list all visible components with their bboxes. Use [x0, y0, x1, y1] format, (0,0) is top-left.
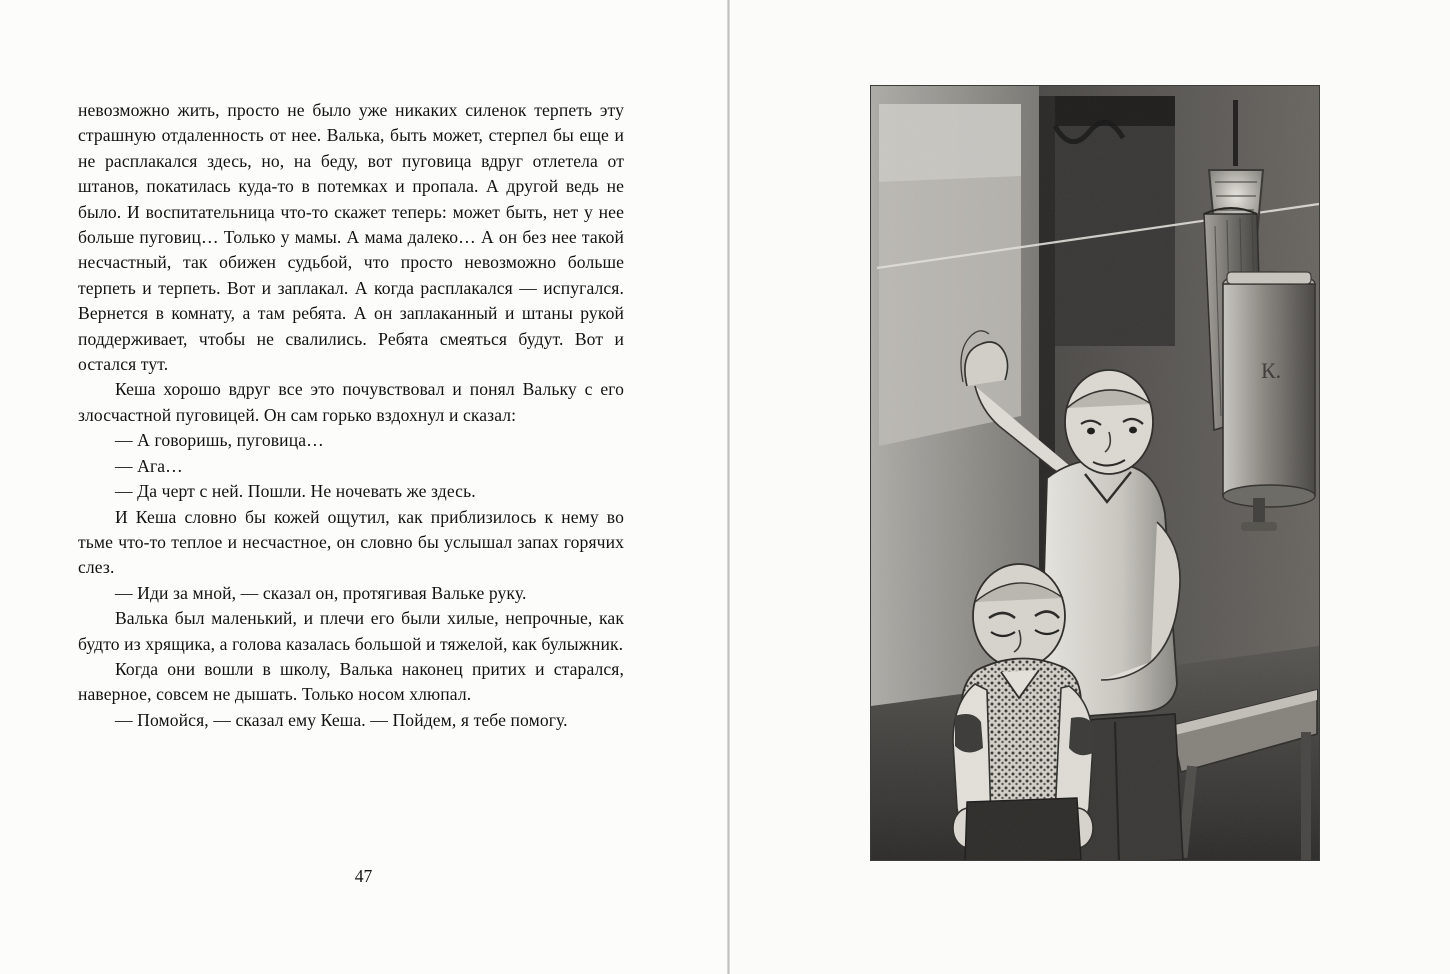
dialogue-line: — Да черт с ней. Пошли. Не ночевать же здесь.: [114, 481, 476, 502]
dialogue-line: — Ага…: [114, 455, 183, 476]
body-text: [78, 98, 624, 733]
svg-text:К.: К.: [1261, 358, 1282, 383]
paragraph: Кеша хорошо вдруг все это почувствовал и понял Вальку с его злосчастной пуговицей. Он сам горько вздохнул и сказал:: [78, 379, 624, 425]
dialogue-line: — Помойся, — сказал ему Кеша. — Пойдем, я тебе помогу.: [114, 709, 568, 730]
paragraph: И Кеша словно бы кожей ощутил, как приблизилось к нему во тьме что-то теплое и несчастное, он словно бы услышал запах горячих слез.: [78, 506, 624, 578]
dialogue-line: — А говоришь, пуговица…: [114, 430, 324, 451]
paragraph-continued: невозможно жить, просто не было уже никаких силенок терпеть эту страшную отдаленность от нее. Валька, быть может, стерпел бы еще и не расплакался здесь, но, на беду, вот пуговица вдруг отлетела от штанов, покатилась куда-то в потемках и пропала. А другой ведь не было. И воспитательница что-то скажет теперь: может быть, нет у нее больше пуговиц… Только у мамы. А мама далеко… А он без нее такой несчастный, так обижен судьбой, что просто невозможно больше терпеть и терпеть. Вот и заплакал. А когда расплакался — испугался. Вернется в комнату, а там ребята. А он заплаканный и штаны рукой поддерживает, чтобы не свалились. Ребята смеяться будут. Вот и остался тут.: [78, 100, 624, 375]
page-number: 47: [354, 866, 373, 886]
dialogue-line: — Иди за мной, — сказал он, протягивая Вальке руку.: [114, 582, 527, 603]
pencil-drawing-svg: [871, 86, 1319, 860]
paragraph: Когда они вошли в школу, Валька наконец притих и старался, наверное, совсем не дышать. Только носом хлюпал.: [78, 658, 624, 705]
illustration: [870, 85, 1320, 861]
paragraph: Валька был маленький, и плечи его были хилые, непрочные, как будто из хрящика, а голова казалась большой и тяжелой, как булыжник.: [78, 608, 624, 654]
page-right: [730, 0, 1450, 974]
